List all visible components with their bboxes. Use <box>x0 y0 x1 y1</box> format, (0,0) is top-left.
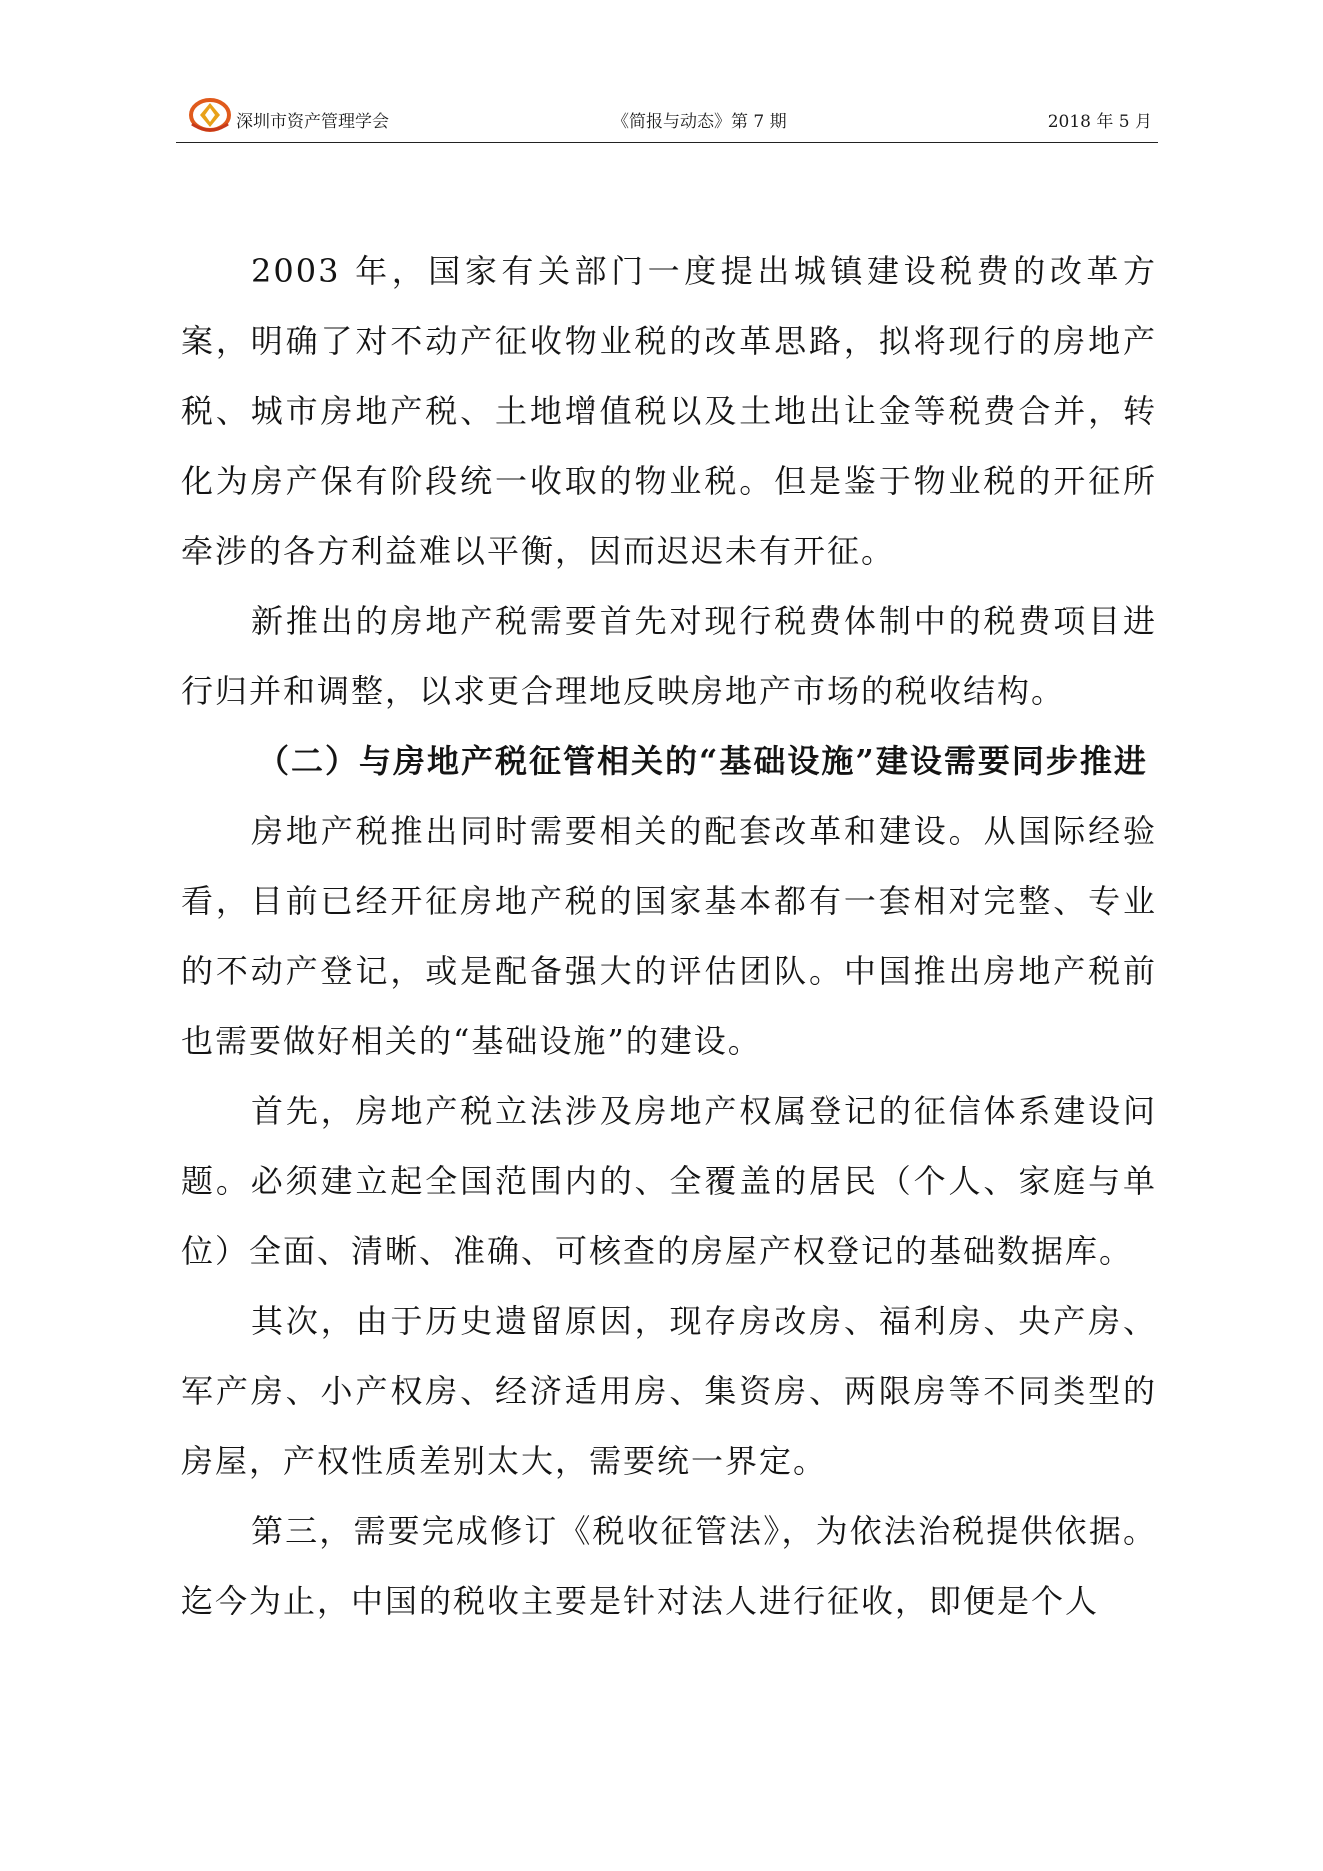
paragraph: 首先，房地产税立法涉及房地产权属登记的征信体系建设问题。必须建立起全国范围内的、全覆盖的居民（个人、家庭与单位）全面、清晰、准确、可核查的房屋产权登记的基础数据库。 <box>181 1092 1157 1270</box>
header-organization: 深圳市资产管理学会 <box>236 112 389 132</box>
paragraph: 2003 年，国家有关部门一度提出城镇建设税费的改革方案，明确了对不动产征收物业税的改革思路，拟将现行的房地产税、城市房地产税、土地增值税以及土地出让金等税费合并，转化为房产保有阶段统一收取的物业税。但是鉴于物业税的开征所牵涉的各方利益难以平衡，因而迟迟未有开征。 <box>181 252 1157 570</box>
paragraph: 其次，由于历史遗留原因，现存房改房、福利房、央产房、军产房、小产权房、经济适用房、集资房、两限房等不同类型的房屋，产权性质差别太大，需要统一界定。 <box>181 1302 1157 1480</box>
paragraph: 房地产税推出同时需要相关的配套改革和建设。从国际经验看，目前已经开征房地产税的国家基本都有一套相对完整、专业的不动产登记，或是配备强大的评估团队。中国推出房地产税前也需要做好相关的“基础设施”的建设。 <box>181 812 1157 1060</box>
paragraph: 新推出的房地产税需要首先对现行税费体制中的税费项目进行归并和调整，以求更合理地反映房地产市场的税收结构。 <box>181 602 1157 710</box>
header-publication: 《简报与动态》第 7 期 <box>612 112 787 132</box>
paragraph: 第三，需要完成修订《税收征管法》，为依法治税提供依据。迄今为止，中国的税收主要是针对法人进行征收，即便是个人 <box>181 1512 1157 1620</box>
document-body <box>181 236 1157 1636</box>
section-heading: （二）与房地产税征管相关的“基础设施”建设需要同步推进 <box>257 742 1148 780</box>
society-logo-icon <box>188 96 232 134</box>
header-date: 2018 年 5 月 <box>1047 112 1152 132</box>
page-header <box>176 88 1158 143</box>
